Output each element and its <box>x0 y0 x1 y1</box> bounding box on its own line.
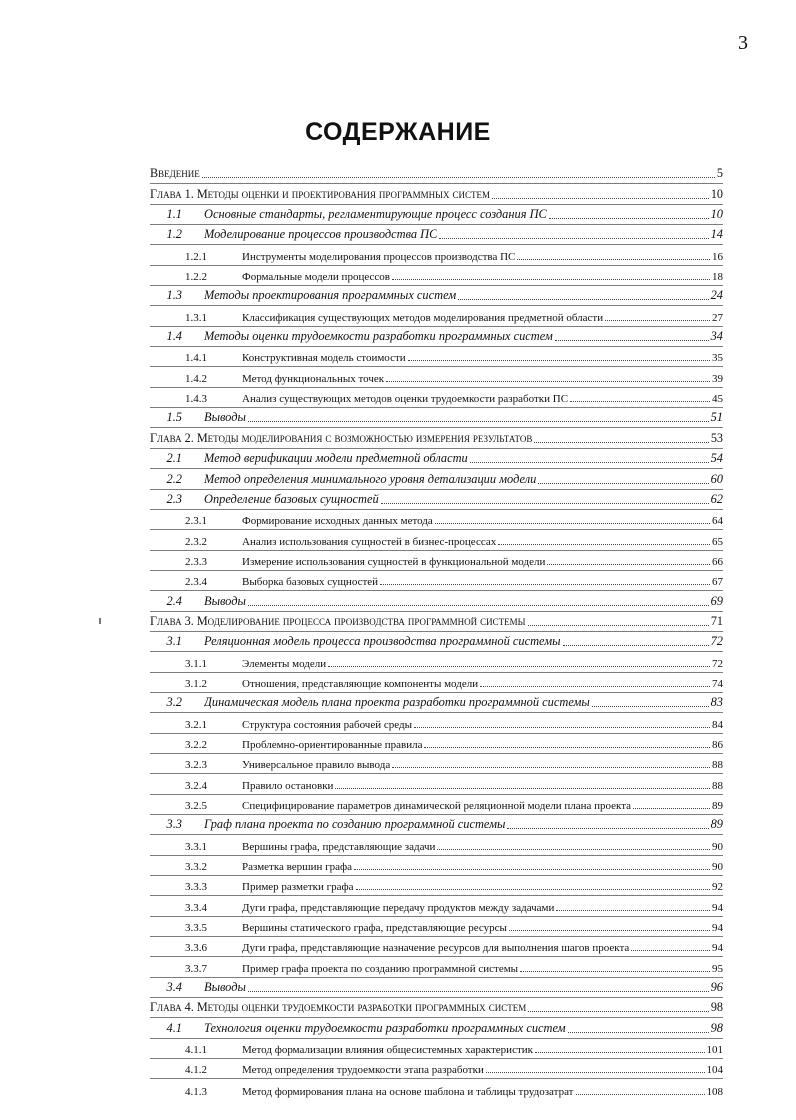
toc-dot-leader <box>248 991 709 992</box>
page-number: 3 <box>738 32 748 54</box>
toc-dot-leader <box>354 869 710 870</box>
toc-page-number: 98 <box>710 1020 723 1035</box>
toc-entry-chapter[interactable] <box>150 184 723 204</box>
toc-entry-2-3-4[interactable] <box>150 571 723 591</box>
toc-entry-number: 1.1 <box>166 207 182 222</box>
toc-entry-number: 4.1 <box>166 1020 182 1035</box>
toc-entry-number: 1.4.2 <box>185 372 207 385</box>
toc-entry-title: Глава 3. Моделирование процесса производства программной системы <box>150 613 526 628</box>
toc-dot-leader <box>568 1032 709 1033</box>
toc-page-number: 65 <box>712 535 723 548</box>
toc-entry-4-1-1[interactable] <box>150 1039 723 1059</box>
margin-mark <box>99 618 101 624</box>
toc-entry-1-4[interactable] <box>150 327 723 347</box>
toc-entry-chapter[interactable] <box>150 612 723 632</box>
toc-entry-title: Моделирование процессов производства ПС <box>204 227 438 242</box>
toc-page-number: 95 <box>712 962 723 975</box>
toc-entry-title: Правило остановки <box>242 779 334 792</box>
toc-page-number: 72 <box>712 657 723 670</box>
toc-entry-title: Инструменты моделирования процессов производства ПС <box>242 250 516 263</box>
toc-entry-number: 3.2.3 <box>185 759 207 772</box>
toc-page-number: 94 <box>712 901 723 914</box>
toc-entry-title: Определение базовых сущностей <box>204 491 379 506</box>
toc-entry-2-1[interactable] <box>150 449 723 469</box>
toc-page-number: 10 <box>710 186 723 201</box>
toc-entry-title: Метод формализации влияния общесистемных характеристик <box>242 1044 533 1057</box>
toc-entry-1-1[interactable] <box>150 205 723 225</box>
page-title: СОДЕРЖАНИЕ <box>305 118 491 146</box>
toc-page-number: 84 <box>712 718 723 731</box>
toc-entry-title: Метод верификации модели предметной области <box>204 451 468 466</box>
toc-entry-number: 4.1.3 <box>185 1085 207 1098</box>
toc-dot-leader <box>248 605 709 606</box>
toc-entry-number: 1.2 <box>166 227 182 242</box>
toc-entry-2-2[interactable] <box>150 469 723 489</box>
toc-entry-title: Реляционная модель процесса производства программной системы <box>204 634 561 649</box>
toc-page-number: 14 <box>710 227 723 242</box>
toc-entry-4-1-2[interactable] <box>150 1059 723 1079</box>
toc-dot-leader <box>605 320 710 321</box>
toc-page-number: 53 <box>710 430 723 445</box>
toc-entry-2-3[interactable] <box>150 490 723 510</box>
toc-page-number: 94 <box>712 942 723 955</box>
toc-entry-3-3-5[interactable] <box>150 917 723 937</box>
toc-entry-2-3-3[interactable] <box>150 551 723 571</box>
toc-entry-3-3-7[interactable] <box>150 957 723 977</box>
toc-page-number: 101 <box>706 1044 723 1057</box>
toc-dot-leader <box>563 645 709 646</box>
toc-entry-3-3-1[interactable] <box>150 835 723 855</box>
toc-entry-number: 3.3.6 <box>185 942 207 955</box>
toc-entry-title: Метод определения минимального уровня детализации модели <box>204 471 537 486</box>
toc-entry-number: 1.3.1 <box>185 311 207 324</box>
toc-page-number: 86 <box>712 738 723 751</box>
toc-entry-title: Метод определения трудоемкости этапа разработки <box>242 1064 484 1077</box>
toc-dot-leader <box>528 1011 709 1012</box>
toc-page-number: 69 <box>710 593 723 608</box>
toc-entry-number: 3.1.1 <box>185 657 207 670</box>
toc-entry-title: Выводы <box>204 593 246 608</box>
toc-dot-leader <box>392 767 710 768</box>
toc-page-number: 64 <box>712 515 723 528</box>
toc-entry-number: 1.4 <box>166 329 182 344</box>
toc-entry-title: Дуги графа, представляющие назначение ресурсов для выполнения шагов проекта <box>242 942 630 955</box>
toc-entry-number: 2.3 <box>166 491 182 506</box>
toc-entry-number: 4.1.1 <box>185 1044 207 1057</box>
toc-dot-leader <box>538 483 708 484</box>
toc-entry-title: Формирование исходных данных метода <box>242 515 433 528</box>
toc-dot-leader <box>492 198 709 199</box>
toc-entry-number: 4.1.2 <box>185 1064 207 1077</box>
toc-page-number: 67 <box>712 576 723 589</box>
toc-entry-3-3[interactable] <box>150 815 723 835</box>
toc-dot-leader <box>381 503 709 504</box>
toc-page-number: 62 <box>710 491 723 506</box>
toc-dot-leader <box>509 930 710 931</box>
toc-entry-3-2-3[interactable] <box>150 754 723 774</box>
toc-entry-title: Проблемно-ориентированные правила <box>242 738 423 751</box>
toc-entry-title: Выводы <box>204 980 246 995</box>
toc-entry-1-5[interactable] <box>150 408 723 428</box>
toc-entry-title: Пример графа проекта по созданию программной системы <box>242 962 519 975</box>
toc-entry-1-2[interactable] <box>150 225 723 245</box>
toc-page-number: 60 <box>710 471 723 486</box>
toc-entry-title: Глава 4. Методы оценки трудоемкости разработки программных систем <box>150 1000 527 1015</box>
toc-page-number: 89 <box>710 817 723 832</box>
toc-entry-title: Метод функциональных точек <box>242 372 385 385</box>
toc-page-number: 39 <box>712 372 723 385</box>
toc-entry-title: Вершины графа, представляющие задачи <box>242 840 436 853</box>
toc-entry-chapter[interactable] <box>150 428 723 448</box>
toc-entry-number: 2.4 <box>166 593 182 608</box>
toc-entry-title: Методы оценки трудоемкости разработки программных систем <box>204 329 553 344</box>
toc-entry-number: 2.3.1 <box>185 515 207 528</box>
toc-dot-leader <box>439 238 708 239</box>
toc-entry-number: 1.3 <box>166 288 182 303</box>
toc-dot-leader <box>528 625 709 626</box>
toc-page-number: 74 <box>712 677 723 690</box>
toc-entry-1-4-2[interactable] <box>150 367 723 387</box>
toc-page-number: 51 <box>710 410 723 425</box>
toc-entry-title: Глава 1. Методы оценки и проектирования программных систем <box>150 186 490 201</box>
toc-entry-chapter[interactable] <box>150 998 723 1018</box>
toc-entry-1-3[interactable] <box>150 286 723 306</box>
toc-entry-1-4-1[interactable] <box>150 347 723 367</box>
toc-entry-number: 3.3.1 <box>185 840 207 853</box>
toc-entry-title: Отношения, представляющие компоненты модели <box>242 677 479 690</box>
toc-entry-number: 3.2.4 <box>185 779 207 792</box>
toc-entry-title: Основные стандарты, регламентирующие процесс создания ПС <box>204 207 547 222</box>
toc-entry-number: 3.2.1 <box>185 718 207 731</box>
toc-entry-title: Формальные модели процессов <box>242 271 390 284</box>
toc-page-number: 88 <box>712 779 723 792</box>
toc-entry-title: Динамическая модель плана проекта разработки программной системы <box>204 695 590 710</box>
toc-dot-leader <box>328 666 710 667</box>
toc-dot-leader <box>576 1094 705 1095</box>
toc-page-number: 27 <box>712 311 723 324</box>
toc-entry-number: 2.3.2 <box>185 535 207 548</box>
toc-entry-number: 2.1 <box>166 451 182 466</box>
toc-entry-3-2-2[interactable] <box>150 734 723 754</box>
toc-dot-leader <box>534 442 708 443</box>
toc-page-number: 89 <box>712 800 723 812</box>
toc-dot-leader <box>356 889 710 890</box>
toc-dot-leader <box>480 686 710 687</box>
toc-dot-leader <box>486 1072 705 1073</box>
toc-entry-3-3-3[interactable] <box>150 876 723 896</box>
toc-entry-1-2-1[interactable] <box>150 245 723 265</box>
toc-entry-title: Методы проектирования программных систем <box>204 288 457 303</box>
toc-page-number: 10 <box>710 207 723 222</box>
toc-entry-3-3-2[interactable] <box>150 856 723 876</box>
toc-page-number: 92 <box>712 881 723 894</box>
toc-page-number: 90 <box>712 861 723 874</box>
toc-dot-leader <box>380 584 710 585</box>
toc-entry-title: Выводы <box>204 410 246 425</box>
toc-page-number: 96 <box>710 980 723 995</box>
toc-entry-title: Дуги графа, представляющие передачу продуктов между задачами <box>242 901 555 914</box>
toc-dot-leader <box>424 747 710 748</box>
toc-page-number: 94 <box>712 922 723 935</box>
toc-entry-1-3-1[interactable] <box>150 306 723 326</box>
toc-page-number: 98 <box>710 1000 723 1015</box>
toc-entry-3-4[interactable] <box>150 978 723 998</box>
toc-entry-title: Глава 2. Методы моделирования с возможностью измерения результатов <box>150 430 533 445</box>
toc-entry-3-1-1[interactable] <box>150 652 723 672</box>
toc-page-number: 90 <box>712 840 723 853</box>
toc-entry-1-4-3[interactable] <box>150 388 723 408</box>
toc-dot-leader <box>498 544 710 545</box>
toc-entry-title: Граф плана проекта по созданию программной системы <box>204 817 506 832</box>
toc-entry-number: 2.2 <box>166 471 182 486</box>
toc-page-number: 45 <box>712 393 723 406</box>
toc-page-number: 16 <box>712 250 723 263</box>
toc-page-number: 104 <box>706 1064 723 1077</box>
toc-dot-leader <box>549 218 709 219</box>
toc-dot-leader <box>458 299 708 300</box>
toc-dot-leader <box>631 950 710 951</box>
toc-dot-leader <box>408 360 710 361</box>
toc-dot-leader <box>470 462 709 463</box>
toc-entry-intro[interactable] <box>150 164 723 184</box>
toc-entry-number: 3.2 <box>166 695 182 710</box>
toc-entry-3-1-2[interactable] <box>150 673 723 693</box>
toc-dot-leader <box>392 279 710 280</box>
toc-dot-leader <box>517 259 710 260</box>
toc-page-number: 54 <box>710 451 723 466</box>
toc-entry-2-3-2[interactable] <box>150 530 723 550</box>
toc-entry-3-1[interactable] <box>150 632 723 652</box>
toc-entry-4-1-3[interactable] <box>150 1079 723 1099</box>
table-of-contents <box>150 164 723 1100</box>
toc-dot-leader <box>507 828 708 829</box>
toc-entry-3-2[interactable] <box>150 693 723 713</box>
toc-entry-number: 3.1.2 <box>185 677 207 690</box>
toc-entry-number: 3.3.3 <box>185 881 207 894</box>
toc-dot-leader <box>547 564 710 565</box>
toc-page-number: 72 <box>710 634 723 649</box>
toc-page-number: 5 <box>716 166 723 181</box>
toc-entry-title: Введение <box>150 166 200 181</box>
toc-dot-leader <box>248 421 709 422</box>
toc-entry-3-2-1[interactable] <box>150 713 723 733</box>
toc-entry-number: 2.3.3 <box>185 555 207 568</box>
toc-entry-title: Элементы модели <box>242 657 327 670</box>
toc-dot-leader <box>633 808 710 809</box>
toc-entry-number: 3.3.5 <box>185 922 207 935</box>
toc-page-number: 34 <box>710 329 723 344</box>
toc-entry-2-4[interactable] <box>150 591 723 611</box>
toc-entry-4-1[interactable] <box>150 1018 723 1038</box>
toc-entry-title: Разметка вершин графа <box>242 861 353 874</box>
toc-page-number: 35 <box>712 352 723 365</box>
toc-entry-number: 3.3.4 <box>185 901 207 914</box>
toc-dot-leader <box>335 788 710 789</box>
toc-dot-leader <box>437 849 710 850</box>
toc-entry-title: Структура состояния рабочей среды <box>242 718 412 731</box>
toc-entry-number: 3.2.5 <box>185 800 207 812</box>
toc-entry-number: 1.2.1 <box>185 250 207 263</box>
toc-entry-number: 3.2.2 <box>185 738 207 751</box>
toc-page-number: 88 <box>712 759 723 772</box>
toc-page-number: 71 <box>710 613 723 628</box>
toc-entry-2-3-1[interactable] <box>150 510 723 530</box>
toc-dot-leader <box>555 340 709 341</box>
toc-entry-3-3-4[interactable] <box>150 896 723 916</box>
toc-entry-number: 3.3 <box>166 817 182 832</box>
toc-page-number: 18 <box>712 271 723 284</box>
toc-entry-1-2-2[interactable] <box>150 266 723 286</box>
toc-entry-number: 3.1 <box>166 634 182 649</box>
toc-entry-number: 1.4.1 <box>185 352 207 365</box>
toc-entry-title: Конструктивная модель стоимости <box>242 352 406 365</box>
toc-entry-number: 3.3.2 <box>185 861 207 874</box>
toc-dot-leader <box>556 910 710 911</box>
toc-dot-leader <box>535 1052 705 1053</box>
toc-page-number: 24 <box>710 288 723 303</box>
toc-entry-title: Метод формирования плана на основе шаблона и таблицы трудозатрат <box>242 1085 574 1098</box>
toc-entry-title: Анализ использования сущностей в бизнес-процессах <box>242 535 497 548</box>
toc-dot-leader <box>202 177 715 178</box>
toc-page-number: 66 <box>712 555 723 568</box>
toc-entry-title: Универсальное правило вывода <box>242 759 391 772</box>
toc-entry-3-2-5[interactable] <box>150 795 723 815</box>
toc-dot-leader <box>435 523 710 524</box>
toc-entry-number: 1.2.2 <box>185 271 207 284</box>
toc-entry-title: Вершины статического графа, представляющие ресурсы <box>242 922 507 935</box>
toc-entry-number: 3.4 <box>166 980 182 995</box>
toc-entry-number: 2.3.4 <box>185 576 207 589</box>
toc-page-number: 108 <box>706 1085 723 1098</box>
toc-dot-leader <box>570 401 710 402</box>
toc-dot-leader <box>592 706 709 707</box>
toc-dot-leader <box>520 971 710 972</box>
toc-entry-number: 1.5 <box>166 410 182 425</box>
toc-dot-leader <box>414 727 710 728</box>
toc-entry-title: Измерение использования сущностей в функциональной модели <box>242 555 546 568</box>
toc-dot-leader <box>386 381 710 382</box>
toc-entry-number: 1.4.3 <box>185 393 207 406</box>
toc-entry-title: Выборка базовых сущностей <box>242 576 379 589</box>
toc-entry-3-3-6[interactable] <box>150 937 723 957</box>
toc-page-number: 83 <box>710 695 723 710</box>
toc-entry-title: Специфицирование параметров динамической реляционной модели плана проекта <box>242 800 632 812</box>
toc-entry-title: Технология оценки трудоемкости разработки программных систем <box>204 1020 566 1035</box>
toc-entry-title: Анализ существующих методов оценки трудоемкости разработки ПС <box>242 393 569 406</box>
toc-entry-number: 3.3.7 <box>185 962 207 975</box>
toc-entry-title: Классификация существующих методов моделирования предметной области <box>242 311 604 324</box>
toc-entry-title: Пример разметки графа <box>242 881 354 894</box>
toc-entry-3-2-4[interactable] <box>150 774 723 794</box>
